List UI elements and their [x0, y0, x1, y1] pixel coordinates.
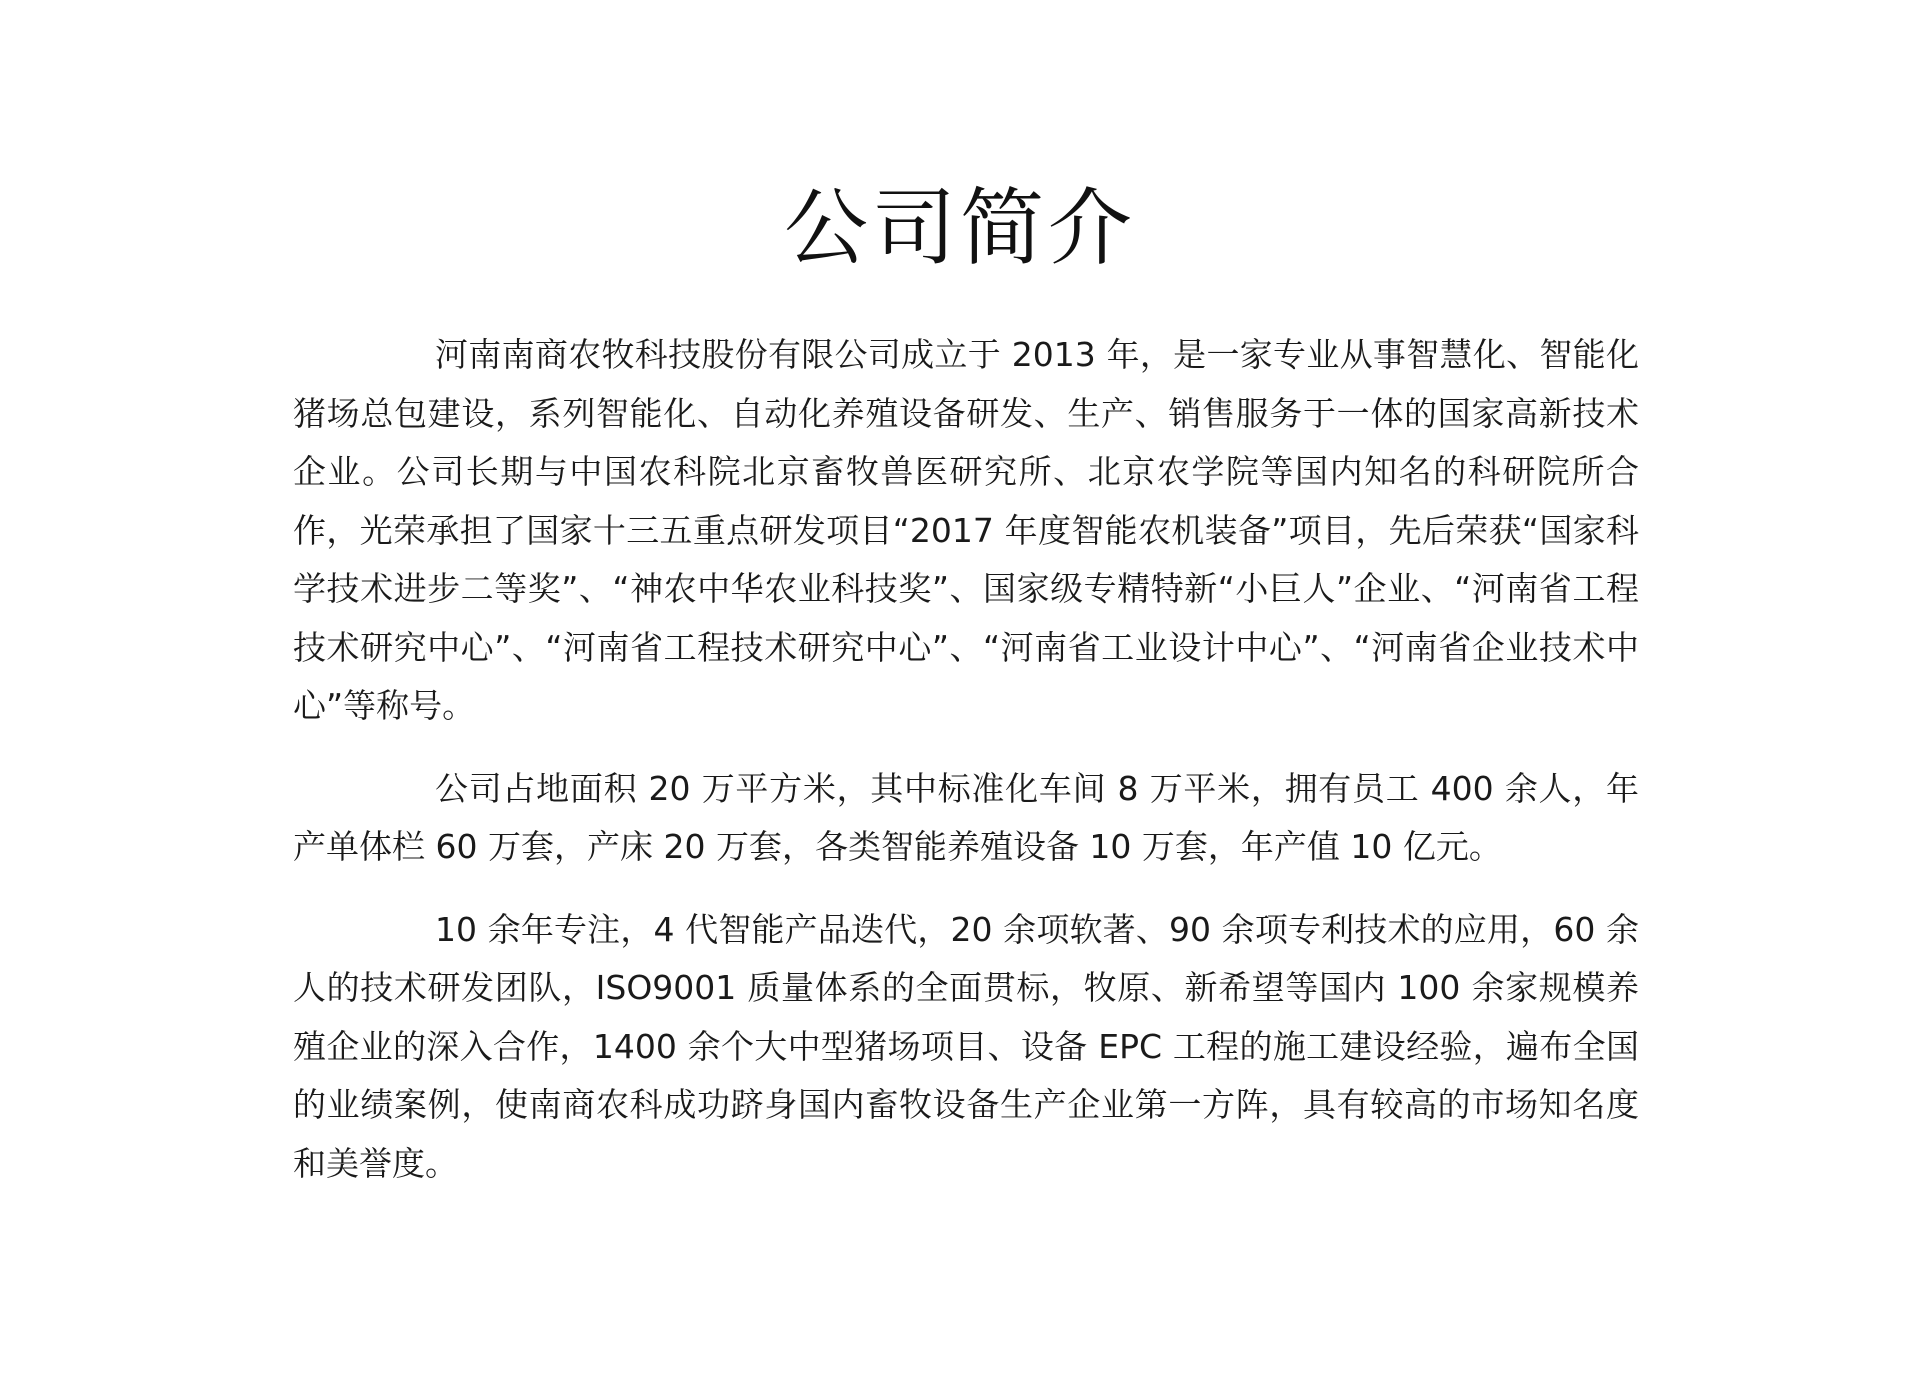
paragraph-scale: 公司占地面积 20 万平方米，其中标准化车间 8 万平米，拥有员工 400 余人，年产单体栏 60 万套，产床 20 万套，各类智能养殖设备 10 万套，年产值 10 亿元。: [293, 768, 1639, 866]
paragraph-achievements: 10 余年专注，4 代智能产品迭代，20 余项软著、90 余项专利技术的应用，60 余人的技术研发团队，ISO9001 质量体系的全面贯标，牧原、新希望等国内 100 余家规模养殖企业的深入合作，1400 余个大中型猪场项目、设备 EPC 工程的施工建设经验，遍布全国的业绩案例，使南商农科成功跻身国内畜牧设备生产企业第一方阵，具有较高的市场知名度和美誉度。: [293, 909, 1639, 1183]
page-title: 公司简介: [783, 179, 1136, 277]
paragraph-intro: 河南南商农牧科技股份有限公司成立于 2013 年，是一家专业从事智慧化、智能化猪场总包建设，系列智能化、自动化养殖设备研发、生产、销售服务于一体的国家高新技术企业。公司长期与中国农科院北京畜牧兽医研究所、北京农学院等国内知名的科研院所合作，光荣承担了国家十三五重点研发项目“2017 年度智能农机装备”项目，先后荣获“国家科学技术进步二等奖”、“神农中华农业科技奖”、国家级专精特新“小巨人”企业、“河南省工程技术研究中心”、“河南省工程技术研究中心”、“河南省工业设计中心”、“河南省企业技术中心”等称号。: [293, 335, 1639, 725]
profile-body: [293, 326, 1639, 1217]
